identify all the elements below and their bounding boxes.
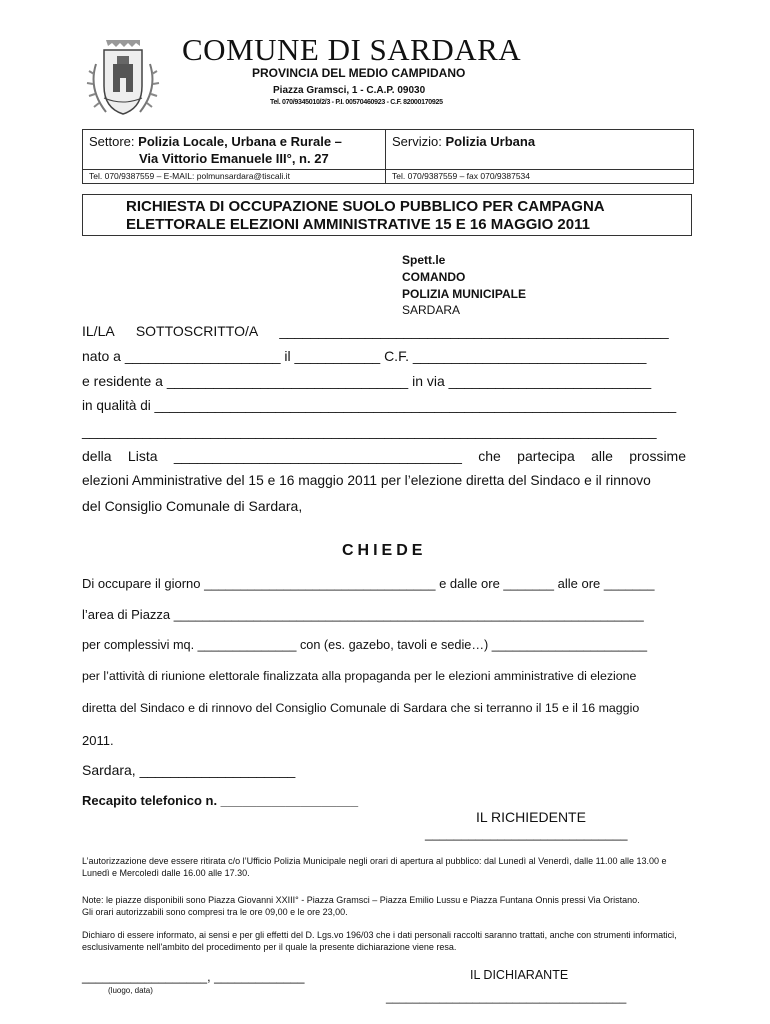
qualita-field[interactable]: in qualità di _____________________________________________________________________	[82, 398, 677, 413]
mq-field[interactable]: per complessivi mq. ______________ con (es. gazebo, tavoli e sedie…) ______________________	[82, 638, 648, 652]
luogo-field[interactable]: Sardara, ____________________	[82, 762, 296, 778]
settore-cell	[83, 130, 386, 169]
note-privacy: Dichiaro di essere informato, ai sensi e per gli effetti del D. Lgs.vo 196/03 che i dati personali raccolti saranno trattati, anche con strumenti informatici, esclusivamente nell'ambito del procedimento per il quale la presente dichiarazione viene resa.	[82, 930, 677, 952]
richiedente-label: IL RICHIEDENTE	[476, 809, 586, 825]
municipal-crest-icon	[86, 34, 160, 120]
giorno-field[interactable]: Di occupare il giorno ________________________________ e dalle ore _______ alle ore _______	[82, 576, 655, 591]
lista-word-alle: alle	[591, 448, 613, 464]
form-title-line-1: RICHIESTA DI OCCUPAZIONE SUOLO PUBBLICO PER CAMPAGNA	[126, 198, 605, 215]
servizio-cell	[386, 130, 693, 169]
anno-text: 2011.	[82, 733, 114, 748]
consiglio-text: del Consiglio Comunale di Sardara,	[82, 498, 303, 514]
elezioni-text: elezioni Amministrative del 15 e 16 maggio 2011 per l’elezione diretta del Sindaco e il rinnovo	[82, 473, 651, 488]
recipient-line-3: POLIZIA MUNICIPALE	[402, 287, 526, 301]
piazza-field[interactable]: l’area di Piazza _________________________________________________________________	[82, 607, 644, 622]
office-table	[82, 129, 694, 184]
municipality-phone: Tel. 070/9345010/2/3 - P.I. 00570460923 - C.F. 82000170925	[270, 99, 443, 106]
sottoscritto-field[interactable]: __________________________________________________	[279, 323, 669, 339]
settore-value: Polizia Locale, Urbana e Rurale –	[138, 134, 342, 149]
settore-label: Settore:	[89, 134, 135, 149]
sottoscritto-row[interactable]	[82, 323, 669, 339]
contact-left: Tel. 070/9387559 – E-MAIL: polmunsardara@tiscali.it	[83, 170, 386, 183]
attivita-text: per l’attività di riunione elettorale finalizzata alla propaganda per le elezioni amministrative di elezione	[82, 669, 637, 683]
recipient-line-4: SARDARA	[402, 303, 461, 317]
recipient-line-1: Spett.le	[402, 253, 446, 267]
residente-field[interactable]: e residente a _______________________________ in via __________________________	[82, 373, 652, 389]
dichiarante-label: IL DICHIARANTE	[470, 968, 569, 982]
chiede-heading: CHIEDE	[342, 542, 427, 559]
place-date-field[interactable]: __________________, _____________	[82, 970, 305, 984]
province-name: PROVINCIA DEL MEDIO CAMPIDANO	[252, 66, 466, 80]
lista-field[interactable]: _____________________________________	[173, 448, 462, 464]
servizio-label: Servizio:	[392, 134, 442, 149]
nato-field[interactable]: nato a ____________________ il ___________ C.F. ______________________________	[82, 348, 647, 364]
contact-right: Tel. 070/9387559 – fax 070/9387534	[392, 171, 531, 181]
sottoscritto-label: IL/LA	[82, 323, 114, 339]
lista-row[interactable]	[82, 448, 686, 464]
lista-word-lista: Lista	[127, 448, 158, 464]
diretta-text: diretta del Sindaco e di rinnovo del Consiglio Comunale di Sardara che si terranno il 15 e il 16 maggio	[82, 701, 640, 715]
recipient-line-2: COMANDO	[402, 270, 466, 284]
form-title-line-2: ELETTORALE ELEZIONI AMMINISTRATIVE 15 E 16 MAGGIO 2011	[126, 216, 590, 233]
recapito-field[interactable]: Recapito telefonico n. ___________________	[82, 793, 359, 808]
lista-word-che: che	[478, 448, 501, 464]
lista-word-partecipa: partecipa	[517, 448, 575, 464]
dichiarante-signature-line[interactable]: ____________________________________	[386, 990, 627, 1004]
municipality-title: COMUNE DI SARDARA	[182, 32, 522, 67]
qualita-continuation-field[interactable]: ____________________________________________________________________________	[82, 424, 657, 439]
note-orari: Gli orari autorizzabili sono compresi tra le ore 09,00 e le ore 23,00.	[82, 907, 348, 917]
servizio-value: Polizia Urbana	[445, 134, 536, 149]
place-date-caption: (luogo, data)	[108, 986, 153, 995]
lista-word-prossime: prossime	[629, 448, 686, 464]
richiedente-signature-line[interactable]: ____________________________	[425, 826, 628, 841]
municipality-address: Piazza Gramsci, 1 - C.A.P. 09030	[273, 85, 426, 96]
lista-word-della: della	[82, 448, 112, 464]
sottoscritto-label-2: SOTTOSCRITTO/A	[135, 323, 258, 339]
note-piazze: Note: le piazze disponibili sono Piazza Giovanni XXIII° - Piazza Gramsci – Piazza Emilio Lussu e Piazza Funtana Onnis pressi Via Oristano.	[82, 895, 640, 905]
settore-address: Via Vittorio Emanuele III°, n. 27	[139, 151, 329, 166]
form-title-box	[82, 194, 692, 236]
note-ritiro: L’autorizzazione deve essere ritirata c/o l’Ufficio Polizia Municipale negli orari di apertura al pubblico: dal Lunedì al Venerdì, dalle 11.00 alle 13.00 e Lunedì e Mercoledì dalle 16.00 alle 17.30.	[82, 856, 667, 878]
